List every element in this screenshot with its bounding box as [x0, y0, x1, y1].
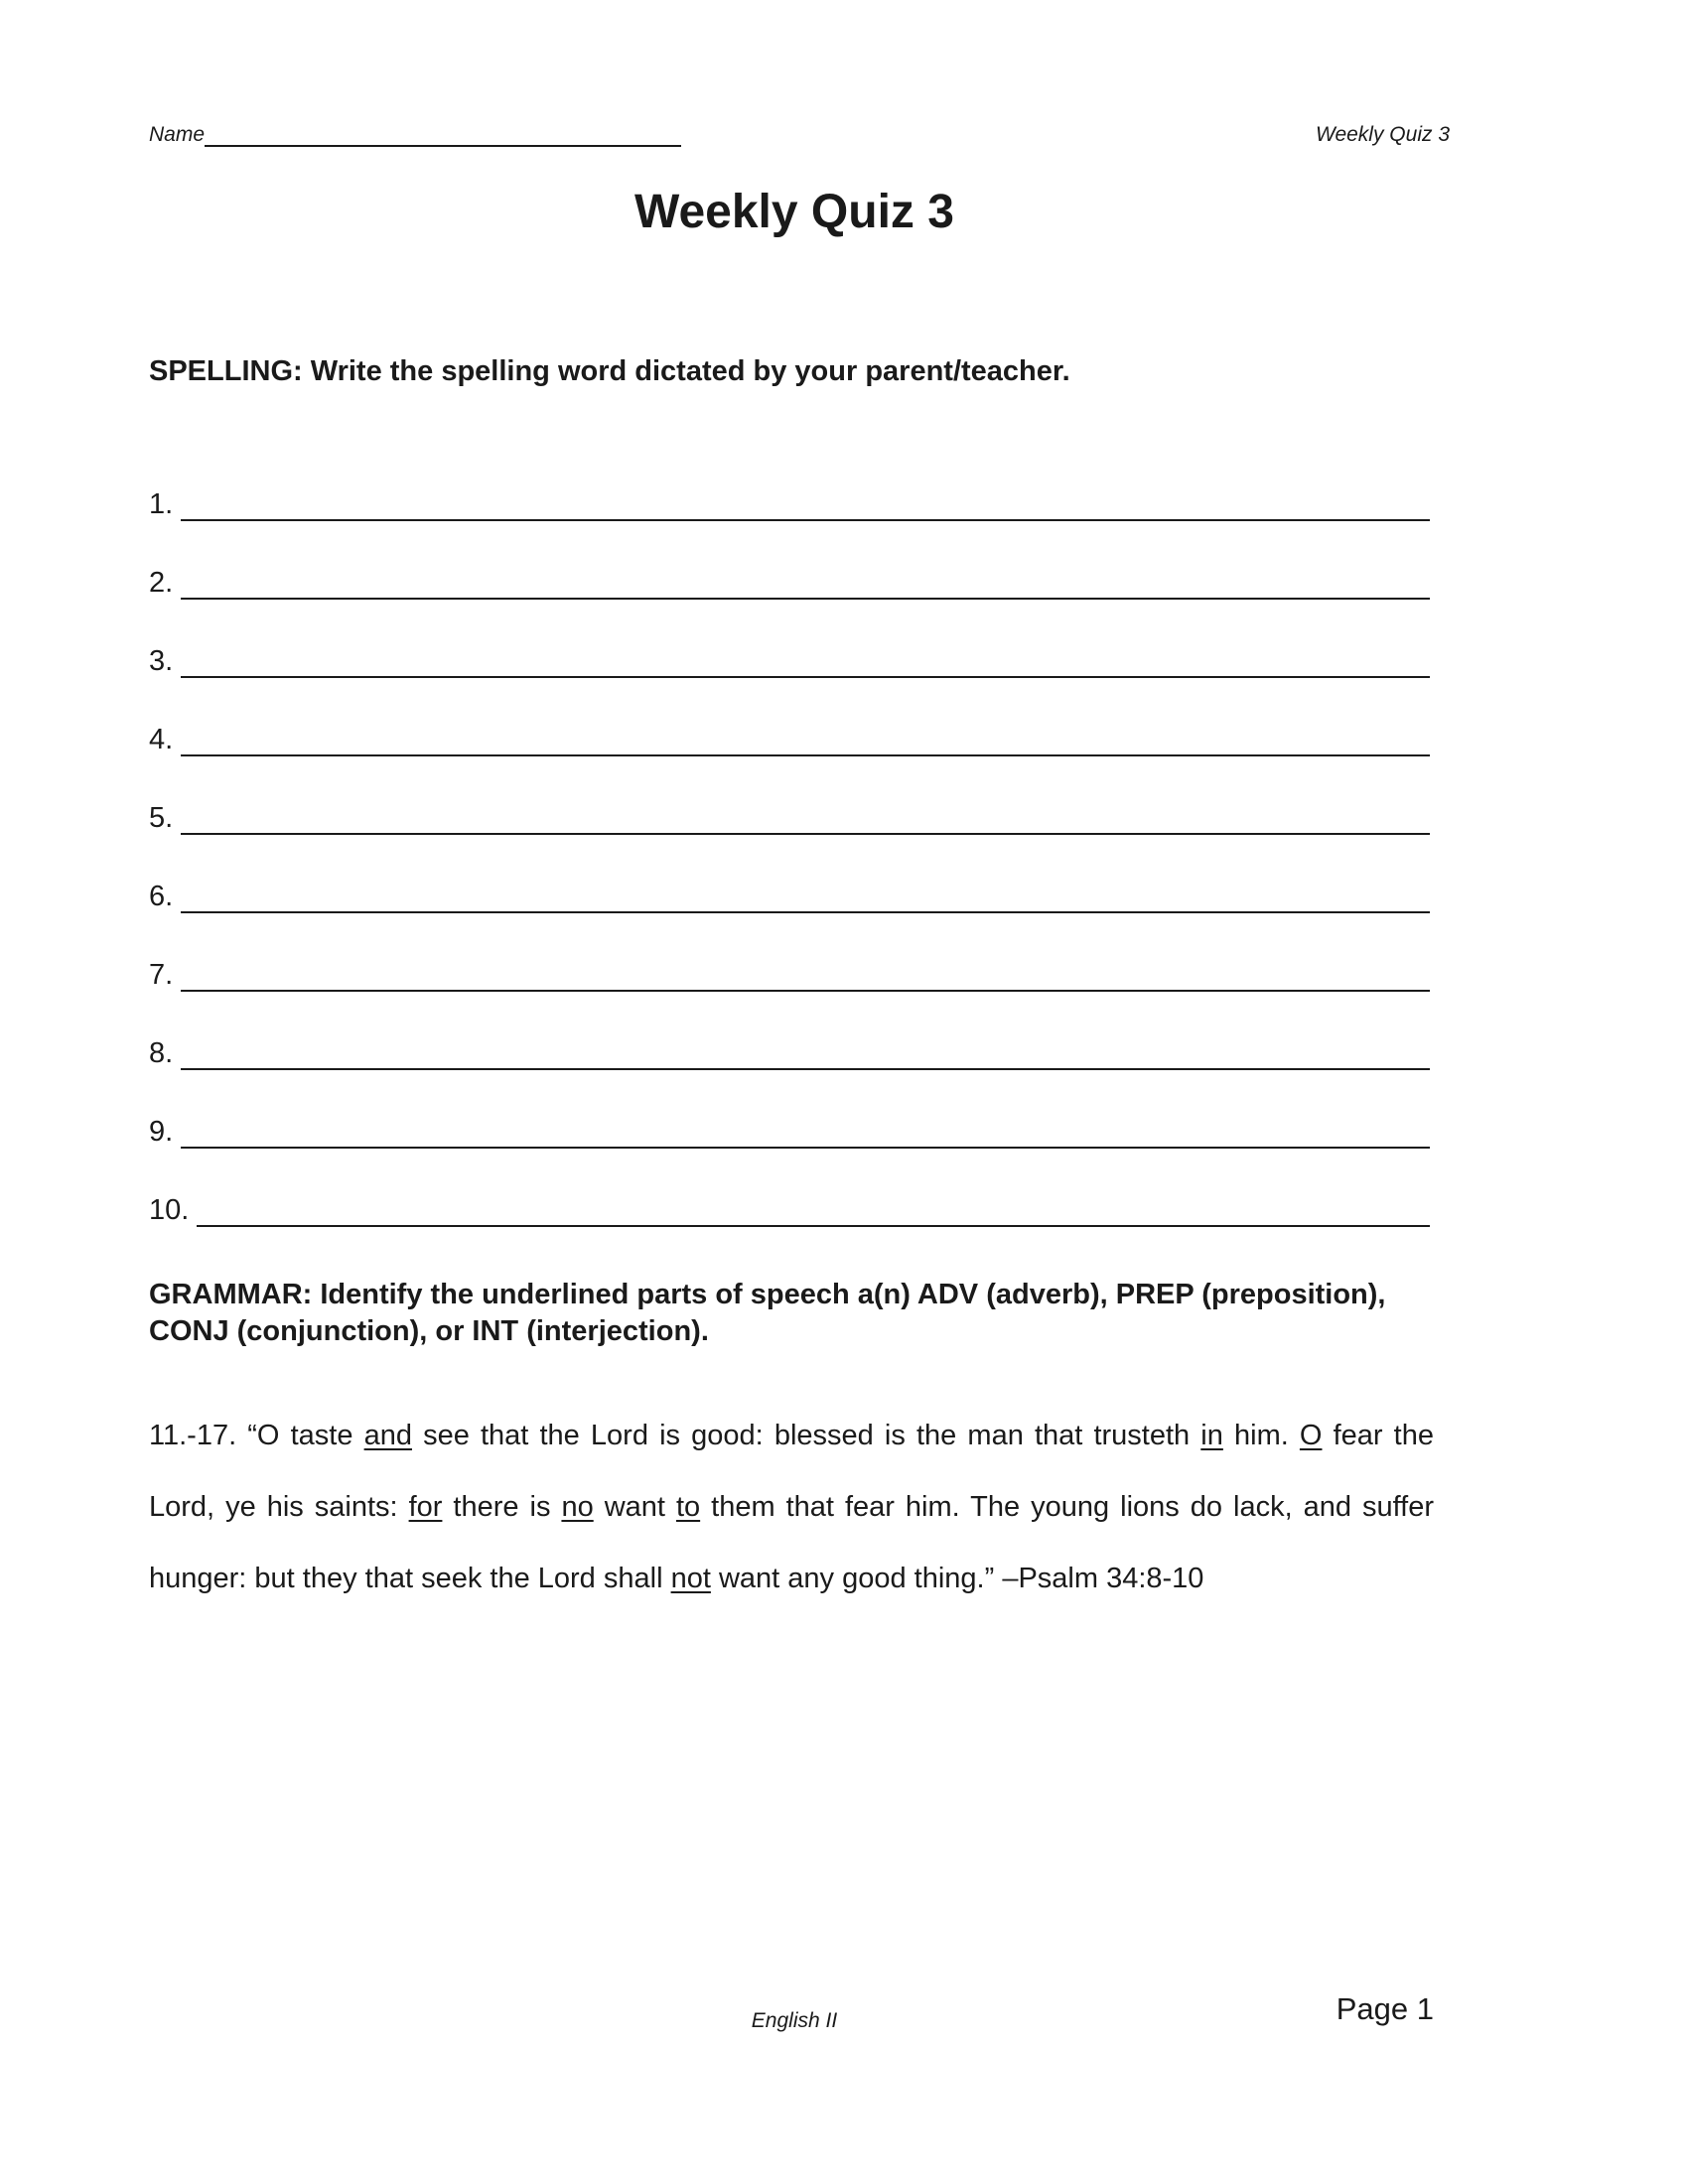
spelling-item-number: 3.: [149, 645, 174, 677]
spelling-item-number: 8.: [149, 1037, 174, 1069]
spelling-item: [149, 756, 1430, 835]
underlined-word: and: [363, 1420, 412, 1451]
spelling-item: [149, 521, 1430, 600]
spelling-answer-line[interactable]: [197, 1195, 1430, 1227]
passage-text: see that the Lord is good: blessed is the man that trusteth: [411, 1420, 1201, 1451]
passage-text: them that fear him. The young lions do lack, and suffer hunger: but they that seek the Lord shall: [149, 1491, 1435, 1594]
name-blank-line[interactable]: [205, 123, 681, 147]
underlined-word: no: [561, 1491, 594, 1523]
spelling-answer-line[interactable]: [181, 1117, 1430, 1149]
spelling-item-number: 7.: [149, 959, 174, 991]
passage-text: want: [593, 1491, 676, 1523]
footer-course: English II: [751, 2009, 838, 2032]
spelling-answer-line[interactable]: [181, 568, 1430, 600]
spelling-item: [149, 992, 1430, 1070]
page-title: Weekly Quiz 3: [634, 186, 954, 238]
spelling-item-number: 9.: [149, 1116, 174, 1148]
spelling-item: [149, 913, 1430, 992]
underlined-word: in: [1200, 1420, 1223, 1451]
spelling-item-number: 5.: [149, 802, 174, 834]
page-number: Page 1: [1336, 1991, 1434, 2026]
passage-text: fear the Lord, ye his saints:: [149, 1420, 1434, 1523]
spelling-item-number: 10.: [149, 1194, 190, 1226]
passage-text: there is: [442, 1491, 562, 1523]
spelling-answer-line[interactable]: [181, 803, 1430, 835]
spelling-item: [149, 600, 1430, 678]
spelling-answer-line[interactable]: [181, 489, 1430, 521]
passage-text: him.: [1222, 1420, 1300, 1451]
spelling-item-number: 6.: [149, 881, 174, 912]
spelling-item: [149, 1070, 1430, 1149]
spelling-item-number: 4.: [149, 724, 174, 755]
passage-text: 11.-17. “O taste: [149, 1420, 364, 1451]
name-field: [149, 123, 681, 147]
spelling-item-number: 1.: [149, 488, 174, 520]
grammar-heading: GRAMMAR: Identify the underlined parts of speech a(n) ADV (adverb), PREP (preposition), CONJ (conjunction), or INT (interjection).: [149, 1279, 1386, 1347]
spelling-answer-line[interactable]: [181, 960, 1430, 992]
spelling-item: [149, 443, 1430, 521]
spelling-heading: SPELLING: Write the spelling word dictated by your parent/teacher.: [149, 355, 1070, 387]
spelling-list: [149, 443, 1430, 1227]
spelling-item: [149, 1149, 1430, 1227]
spelling-answer-line[interactable]: [181, 882, 1430, 913]
name-label: Name: [149, 123, 206, 146]
underlined-word: O: [1299, 1420, 1323, 1451]
passage-text: want any good thing.” –Psalm 34:8-10: [710, 1563, 1204, 1594]
underlined-word: for: [408, 1491, 443, 1523]
spelling-answer-line[interactable]: [181, 725, 1430, 756]
spelling-answer-line[interactable]: [181, 1038, 1430, 1070]
spelling-answer-line[interactable]: [181, 646, 1430, 678]
header-quiz-label: Weekly Quiz 3: [1316, 123, 1450, 146]
grammar-passage: [149, 1400, 1434, 1614]
underlined-word: to: [675, 1491, 701, 1523]
spelling-item-number: 2.: [149, 567, 174, 599]
spelling-item: [149, 835, 1430, 913]
spelling-item: [149, 678, 1430, 756]
underlined-word: not: [670, 1563, 711, 1594]
